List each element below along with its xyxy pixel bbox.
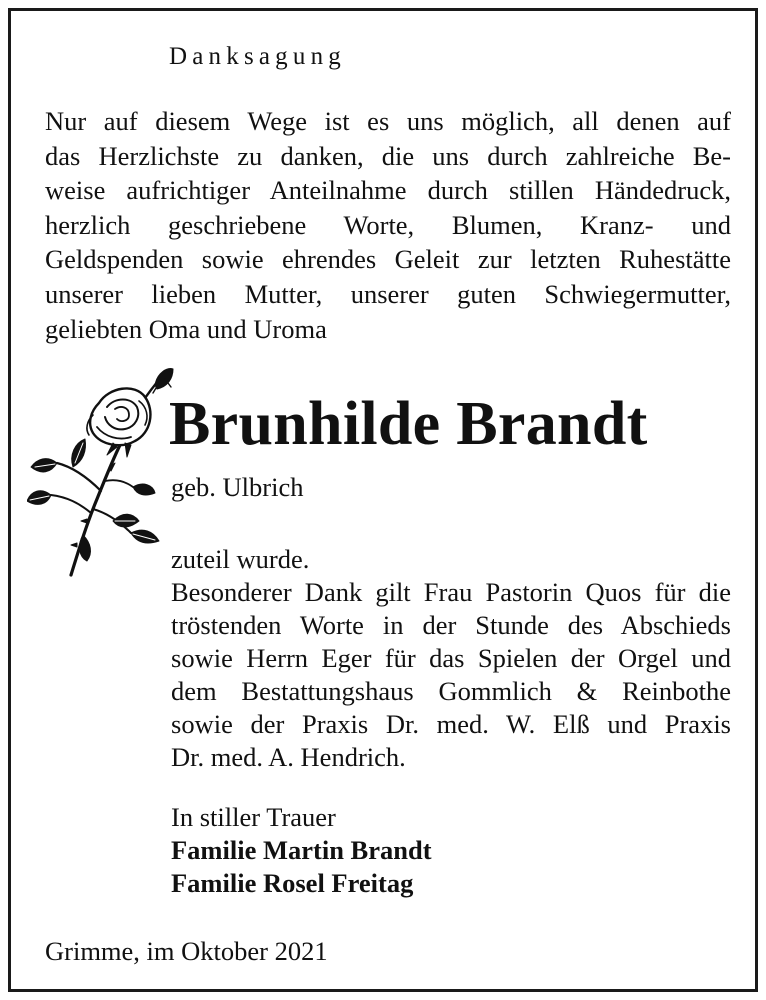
family-name: Familie Martin Brandt [171, 835, 432, 865]
thanks-line: dem Bestattungshaus Gommlich & Reinbothe [171, 676, 731, 706]
intro-line: herzlich geschriebene Worte, Blumen, Kranz- und [45, 209, 731, 240]
thanks-line: Dr. med. A. Hendrich. [171, 742, 406, 772]
intro-line: unserer lieben Mutter, unserer guten Schwiegermutter, [45, 278, 731, 309]
family-name: Familie Rosel Freitag [171, 868, 414, 898]
thanks-line: tröstenden Worte in der Stunde des Abschieds [171, 610, 731, 640]
thanks-paragraph [171, 543, 731, 774]
thanks-line: zuteil wurde. [171, 544, 310, 574]
signature-block [171, 801, 432, 900]
intro-line: geliebten Oma und Uroma [45, 313, 327, 344]
deceased-name: Brunhilde Brandt [169, 390, 648, 458]
thanks-line: Besonderer Dank gilt Frau Pastorin Quos für die [171, 577, 731, 607]
thanks-line: sowie der Praxis Dr. med. W. Elß und Praxis [171, 709, 731, 739]
intro-paragraph [45, 104, 731, 346]
mourning-phrase: In stiller Trauer [171, 802, 336, 832]
birth-name: geb. Ulbrich [171, 472, 304, 502]
notice-frame [8, 8, 758, 992]
place-date: Grimme, im Oktober 2021 [45, 936, 328, 966]
thanks-line: sowie Herrn Eger für das Spielen der Orgel und [171, 643, 731, 673]
intro-line: das Herzlichste zu danken, die uns durch zahlreiche Be- [45, 140, 731, 171]
intro-line: weise aufrichtiger Anteilnahme durch stillen Händedruck, [45, 175, 731, 206]
intro-line: Nur auf diesem Wege ist es uns möglich, all denen auf [45, 106, 731, 136]
rose-icon [27, 363, 175, 583]
notice-heading: Danksagung [169, 43, 346, 70]
intro-line: Geldspenden sowie ehrendes Geleit zur letzten Ruhestätte [45, 244, 731, 275]
